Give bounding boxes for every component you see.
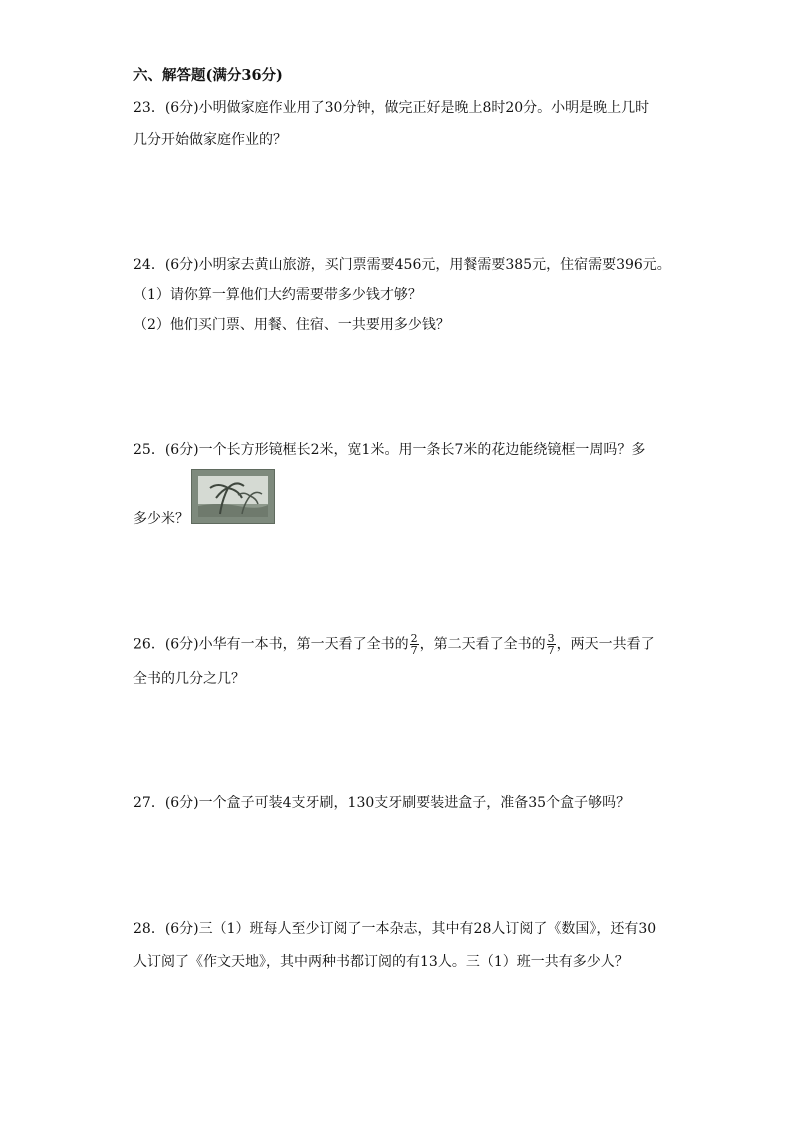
question-24-line-1: 24．(6分)小明家去黄山旅游，买门票需要456元，用餐需要385元，住宿需要396元。 bbox=[133, 257, 671, 273]
question-26-line-2: 全书的几分之几？ bbox=[133, 671, 245, 687]
question-25-line-1: 25．(6分)一个长方形镜框长2米，宽1米。用一条长7米的花边能绕镜框一周吗？多 bbox=[133, 442, 646, 458]
palm-tree-scene-icon bbox=[198, 476, 268, 517]
framed-palm-tree-picture-icon bbox=[191, 469, 275, 524]
question-27-line-1: 27．(6分)一个盒子可装4支牙刷，130支牙刷要装进盒子，准备35个盒子够吗？ bbox=[133, 795, 631, 811]
question-26-line-1 bbox=[133, 633, 655, 656]
question-23-line-1: 23．(6分)小明做家庭作业用了30分钟，做完正好是晚上8时20分。小明是晚上几时 bbox=[133, 100, 650, 116]
question-24-sub-2: （2）他们买门票、用餐、住宿、一共要用多少钱？ bbox=[133, 317, 450, 333]
question-25-line-2: 多少米？ bbox=[133, 511, 189, 527]
question-26-text-part-2: ，第二天看了全书的 bbox=[419, 636, 546, 653]
fraction-two-sevenths bbox=[410, 633, 419, 656]
question-26-text-part-3: ，两天一共看了 bbox=[556, 636, 655, 653]
question-23-line-2: 几分开始做家庭作业的？ bbox=[133, 132, 287, 148]
fraction-1-numerator: 2 bbox=[410, 632, 418, 645]
question-24-sub-1: （1）请你算一算他们大约需要带多少钱才够？ bbox=[133, 287, 422, 303]
fraction-2-denominator: 7 bbox=[547, 644, 555, 657]
fraction-1-denominator: 7 bbox=[410, 644, 418, 657]
question-28-line-2: 人订阅了《作文天地》，其中两种书都订阅的有13人。三（1）班一共有多少人？ bbox=[133, 954, 629, 970]
fraction-three-sevenths bbox=[547, 633, 556, 656]
question-26-text-part-1: 26．(6分)小华有一本书，第一天看了全书的 bbox=[133, 636, 409, 653]
question-28-line-1: 28．(6分)三（1）班每人至少订阅了一本杂志，其中有28人订阅了《数国》，还有30 bbox=[133, 921, 657, 937]
section-title: 六、解答题(满分36分) bbox=[133, 67, 283, 84]
fraction-2-numerator: 3 bbox=[547, 632, 555, 645]
